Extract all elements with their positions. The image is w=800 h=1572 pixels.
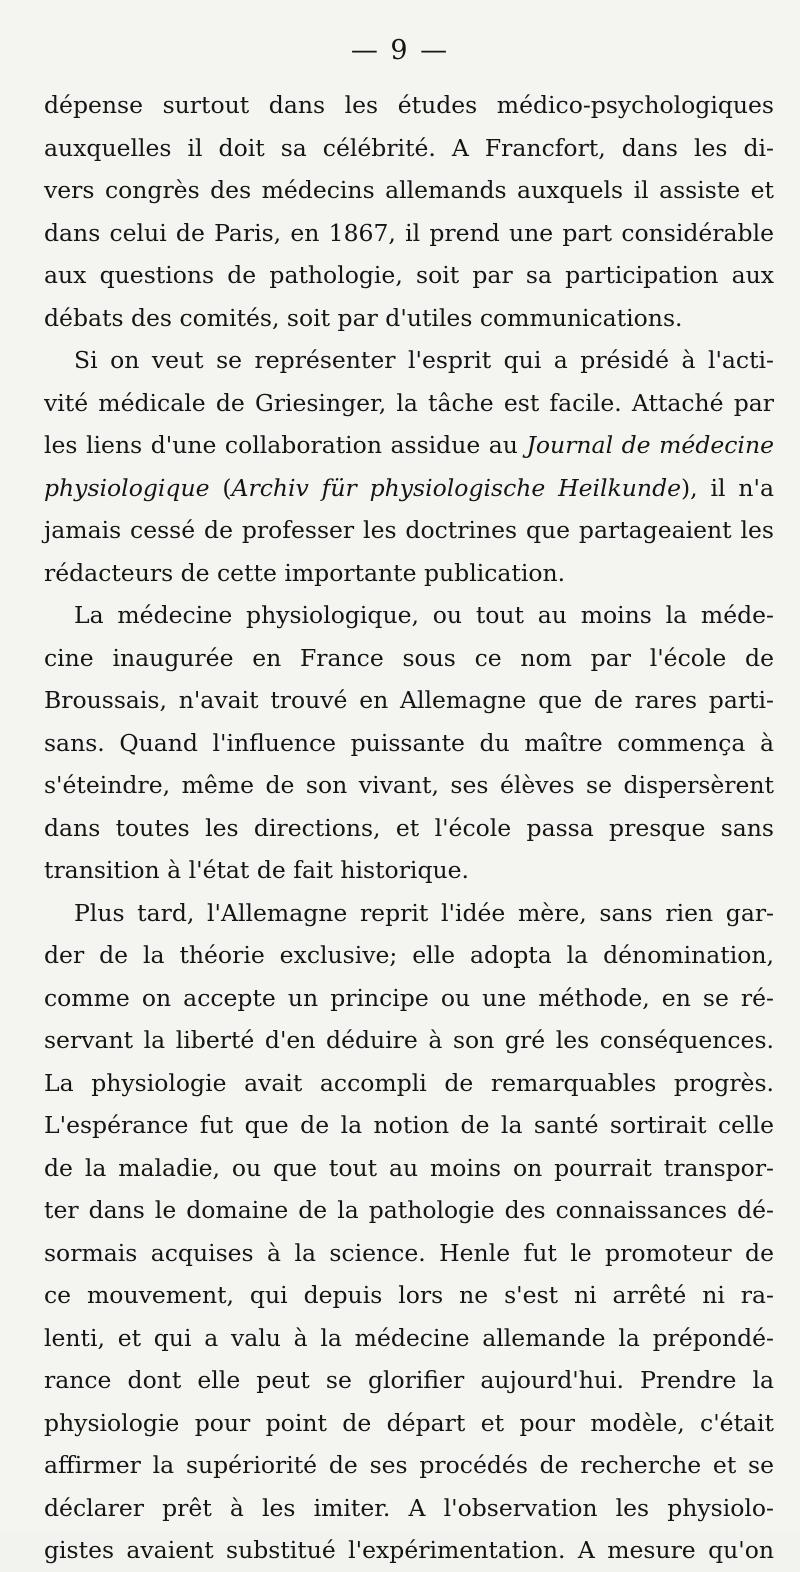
text-line: [44, 467, 774, 510]
text-line: dans celui de Paris, en 1867, il prend une part considérable: [44, 218, 774, 247]
text-line: de la maladie, ou que tout au moins on pourrait transpor-: [44, 1153, 774, 1182]
text-line: La physiologie avait accompli de remarquables progrès.: [44, 1068, 774, 1097]
text-line: sormais acquises à la science. Henle fut le promoteur de: [44, 1238, 774, 1267]
page-number: — 9 —: [350, 35, 450, 66]
text-line: rance dont elle peut se glorifier aujourd'hui. Prendre la: [44, 1366, 774, 1394]
text-line: Plus tard, l'Allemagne reprit l'idée mère, sans rien gar-: [74, 898, 774, 927]
text-line: déclarer prêt à les imiter. A l'observation les physiolo-: [44, 1493, 774, 1522]
text-line: dans toutes les directions, et l'école passa presque sans: [44, 813, 774, 842]
text-line: servant la liberté d'en déduire à son gré les conséquences.: [44, 1026, 774, 1054]
text-line: vers congrès des médecins allemands auxquels il assiste et: [44, 176, 774, 204]
text-line: aux questions de pathologie, soit par sa participation aux: [44, 261, 774, 289]
text-line: jamais cessé de professer les doctrines que partageaient les: [44, 516, 774, 544]
text-line: s'éteindre, même de son vivant, ses élèves se dispersèrent: [44, 771, 774, 799]
text-line: affirmer la supériorité de ses procédés de recherche et se: [44, 1451, 774, 1479]
text-segment: (: [209, 473, 232, 502]
body-text: [44, 84, 774, 1572]
text-line: sans. Quand l'influence puissante du maître commença à: [44, 728, 774, 757]
text-line: L'espérance fut que de la notion de la santé sortirait celle: [44, 1111, 774, 1139]
text-line: Broussais, n'avait trouvé en Allemagne que de rares parti-: [44, 686, 774, 714]
text-line: ce mouvement, qui depuis lors ne s'est ni arrêté ni ra-: [44, 1281, 774, 1309]
text-line: ter dans le domaine de la pathologie des connaissances dé-: [44, 1196, 774, 1224]
text-line: Si on veut se représenter l'esprit qui a présidé à l'acti-: [74, 346, 774, 374]
text-line: physiologie pour point de départ et pour modèle, c'était: [44, 1408, 774, 1437]
text-line: gistes avaient substitué l'expérimentation. A mesure qu'on: [44, 1536, 774, 1564]
text-segment: ), il n'a: [681, 473, 775, 502]
text-line: dépense surtout dans les études médico-psychologiques: [44, 91, 774, 119]
italic-title: physiologique: [44, 473, 210, 502]
text-line: comme on accepte un principe ou une méthode, en se ré-: [44, 983, 774, 1012]
text-line: cine inaugurée en France sous ce nom par l'école de: [44, 643, 774, 672]
text-line: lenti, et qui a valu à la médecine allemande la prépondé-: [44, 1323, 774, 1352]
text-line: rédacteurs de cette importante publication.: [44, 558, 566, 587]
text-line: débats des comités, soit par d'utiles communications.: [44, 303, 683, 332]
text-line: [44, 424, 774, 467]
italic-title: Archiv für physiologische Heilkunde: [231, 473, 682, 502]
text-line: der de la théorie exclusive; elle adopta la dénomination,: [44, 941, 774, 969]
text-line: La médecine physiologique, ou tout au moins la méde-: [74, 601, 774, 629]
text-line: transition à l'état de fait historique.: [44, 856, 470, 884]
text-line: vité médicale de Griesinger, la tâche est facile. Attaché par: [44, 388, 774, 417]
text-line: auxquelles il doit sa célébrité. A Francfort, dans les di-: [44, 133, 774, 162]
italic-title: Journal de médecine: [526, 431, 774, 459]
text-segment: les liens d'une collaboration assidue au: [44, 431, 527, 459]
